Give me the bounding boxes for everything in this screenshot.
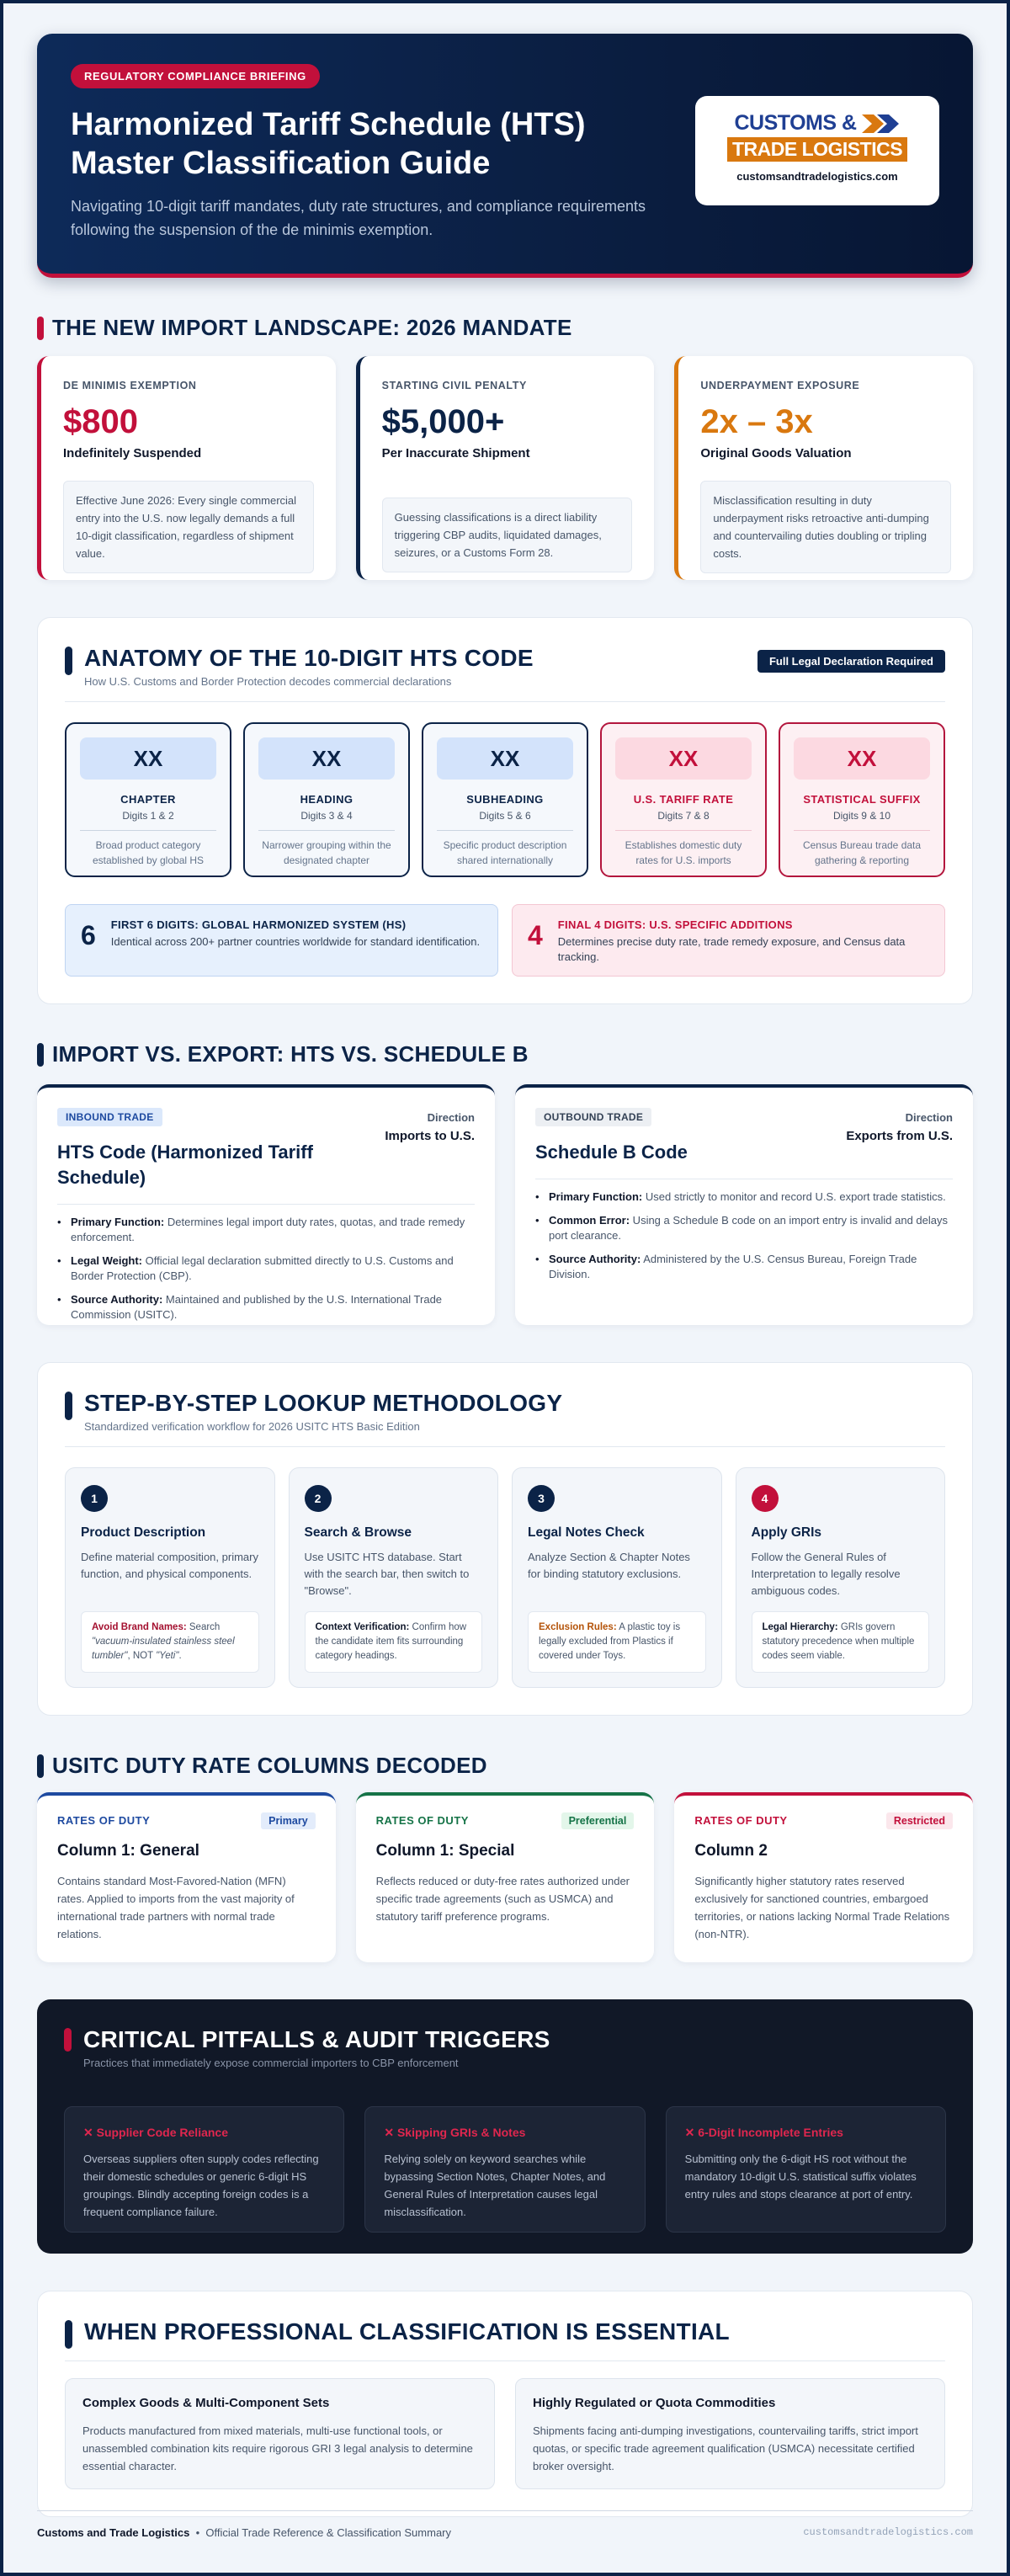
brand-logo[interactable] — [695, 96, 939, 205]
list-item — [535, 1252, 953, 1282]
stat-sub: Indefinitely Suspended — [63, 446, 202, 460]
duty-title: Column 2 — [694, 1842, 768, 1860]
digit-placeholder: XX — [80, 737, 216, 780]
heading-accent — [65, 1392, 72, 1420]
note-text: Confirm how the candidate item fits surrounding category headings. — [315, 1622, 467, 1661]
digit-placeholder: XX — [794, 737, 930, 780]
list-item — [57, 1253, 475, 1284]
title-line-1: Harmonized Tariff Schedule (HTS) — [71, 107, 586, 142]
note-example: "vacuum-insulated stainless steel tumbler" — [92, 1637, 235, 1661]
direction-label: Direction — [905, 1111, 953, 1124]
duty-label: RATES OF DUTY — [375, 1814, 469, 1827]
landscape-heading — [37, 315, 973, 341]
page-footer — [37, 2510, 973, 2539]
item-value: Maintained and published by the U.S. International Trade Commission (USITC). — [71, 1293, 443, 1321]
item-value: Administered by the U.S. Census Bureau, Foreign Trade Division. — [549, 1253, 917, 1280]
digit-card-subheading — [422, 722, 588, 877]
duty-desc: Reflects reduced or duty-free rates authorized under specific trade agreements (such as USMCA) and statutory tariff preference programs. — [375, 1875, 630, 1923]
digit-summary — [65, 904, 945, 977]
pitfalls-heading — [64, 2026, 946, 2069]
divider — [57, 1204, 475, 1205]
duty-card-special — [356, 1792, 655, 1962]
direction-label: Direction — [427, 1111, 475, 1124]
direction-value: Imports to U.S. — [385, 1129, 475, 1143]
step-note — [752, 1611, 930, 1673]
item-key: Primary Function: — [549, 1190, 643, 1203]
duty-pill: Restricted — [886, 1812, 953, 1829]
item-key: Legal Weight: — [71, 1254, 142, 1267]
methodology-heading — [65, 1390, 945, 1447]
stat-card-underpayment — [674, 356, 973, 580]
duty-desc: Contains standard Most-Favored-Nation (MFN) rates. Applied to imports from the vast majority of international trade partners with normal trade relations. — [57, 1875, 295, 1940]
stat-label: DE MINIMIS EXEMPTION — [63, 380, 197, 391]
trade-tag: OUTBOUND TRADE — [535, 1108, 651, 1126]
digit-breakdown — [65, 722, 945, 877]
step-title: Legal Notes Check — [528, 1525, 645, 1540]
step-card — [289, 1467, 499, 1688]
note-key: Legal Hierarchy: — [762, 1622, 838, 1632]
title-line-2: Master Classification Guide — [71, 146, 491, 181]
arrow-chevrons-icon — [862, 113, 901, 135]
step-desc: Define material composition, primary function, and physical components. — [81, 1551, 258, 1580]
digit-name: U.S. TARIFF RATE — [633, 793, 734, 806]
item-key: Primary Function: — [71, 1216, 165, 1228]
stat-sub: Per Inaccurate Shipment — [381, 446, 530, 460]
list-item — [57, 1215, 475, 1245]
note-text: , NOT — [127, 1651, 157, 1661]
item-value: Using a Schedule B code on an import entry is invalid and delays port clearance. — [549, 1214, 949, 1242]
essential-list — [65, 2378, 945, 2489]
essential-card-title: Complex Goods & Multi-Component Sets — [82, 2396, 330, 2410]
digit-desc: Narrower grouping within the designated chapter — [262, 839, 391, 866]
heading-accent — [64, 2028, 72, 2052]
schedule-b-card — [515, 1084, 973, 1325]
hero-subtitle: Navigating 10-digit tariff mandates, duty rate structures, and compliance requirements following the suspension of the de minimis exemption. — [71, 198, 646, 238]
logo-text-2: TRADE LOGISTICS — [727, 137, 907, 162]
step-title: Search & Browse — [304, 1525, 412, 1540]
methodology-title: STEP-BY-STEP LOOKUP METHODOLOGY — [84, 1390, 563, 1416]
duty-columns — [37, 1792, 973, 1962]
step-card — [65, 1467, 275, 1688]
note-example: "Yeti" — [156, 1651, 179, 1661]
duty-pill: Preferential — [561, 1812, 635, 1829]
pitfalls-subtitle: Practices that immediately expose commercial importers to CBP enforcement — [83, 2057, 459, 2069]
pitfalls-title: CRITICAL PITFALLS & AUDIT TRIGGERS — [83, 2026, 550, 2052]
footer-left — [37, 2526, 451, 2539]
item-key: Source Authority: — [549, 1253, 641, 1265]
step-desc: Use USITC HTS database. Start with the search bar, then switch to "Browse". — [304, 1551, 470, 1597]
step-note — [81, 1611, 259, 1673]
pitfall-title: ✕ Supplier Code Reliance — [83, 2126, 228, 2139]
item-key: Common Error: — [549, 1214, 630, 1227]
pitfalls-panel — [37, 1999, 973, 2254]
step-note — [528, 1611, 706, 1673]
step-title: Product Description — [81, 1525, 206, 1540]
digit-name: CHAPTER — [120, 793, 176, 806]
stat-value: $800 — [63, 403, 138, 440]
duty-heading — [37, 1753, 973, 1779]
digit-card-chapter — [65, 722, 231, 877]
stat-note: Misclassification resulting in duty underpayment risks retroactive anti-dumping and countervailing duties doubling or tripling costs. — [700, 481, 951, 573]
schedule-b-details — [535, 1190, 953, 1282]
stat-label: STARTING CIVIL PENALTY — [381, 380, 527, 391]
footer-url[interactable]: customsandtradelogistics.com — [803, 2526, 973, 2538]
item-key: Source Authority: — [71, 1293, 163, 1306]
essential-card — [515, 2378, 945, 2489]
hts-details — [57, 1215, 475, 1323]
footer-desc: Official Trade Reference & Classification Summary — [205, 2526, 452, 2539]
pitfall-title: ✕ 6-Digit Incomplete Entries — [684, 2126, 843, 2139]
heading-accent — [37, 1754, 44, 1778]
trade-tag: INBOUND TRADE — [57, 1108, 162, 1126]
methodology-panel — [37, 1362, 973, 1716]
digit-desc: Broad product category established by global HS — [92, 839, 205, 866]
stat-label: UNDERPAYMENT EXPOSURE — [700, 380, 860, 391]
briefing-badge: REGULATORY COMPLIANCE BRIEFING — [71, 64, 320, 88]
digit-range: Digits 7 & 8 — [615, 810, 752, 831]
duty-label: RATES OF DUTY — [694, 1814, 788, 1827]
direction — [382, 1111, 475, 1145]
digit-card-heading — [243, 722, 410, 877]
essential-card — [65, 2378, 495, 2489]
summary-global-hs — [65, 904, 498, 977]
summary-title: FIRST 6 DIGITS: GLOBAL HARMONIZED SYSTEM (HS) — [110, 918, 407, 931]
stat-sub: Original Goods Valuation — [700, 446, 852, 460]
digit-range: Digits 3 & 4 — [258, 810, 395, 831]
heading-accent — [65, 647, 72, 675]
duty-desc: Significantly higher statutory rates reserved exclusively for sanctioned countries, embargoed territories, or nations lacking Normal Trade Relations (non-NTR). — [694, 1875, 950, 1940]
pitfall-desc: Submitting only the 6-digit HS root without the mandatory 10-digit U.S. statistical suffix violates entry rules and stops clearance at port of entry. — [684, 2153, 917, 2201]
heading-accent — [65, 2320, 72, 2349]
digit-desc: Establishes domestic duty rates for U.S. imports — [625, 839, 742, 866]
footer-separator: • — [195, 2526, 200, 2539]
note-text: A plastic toy is legally excluded from Plastics if covered under Toys. — [539, 1622, 681, 1661]
direction — [846, 1111, 953, 1145]
digit-name: SUBHEADING — [466, 793, 544, 806]
stat-card-penalty — [356, 356, 655, 580]
anatomy-subtitle: How U.S. Customs and Border Protection decodes commercial declarations — [84, 675, 452, 688]
step-note — [305, 1611, 483, 1673]
import-export-cards — [37, 1084, 973, 1325]
pitfall-title: ✕ Skipping GRIs & Notes — [384, 2126, 526, 2139]
digit-card-tariff-rate — [600, 722, 767, 877]
essential-card-title: Highly Regulated or Quota Commodities — [533, 2396, 776, 2410]
step-number: 1 — [81, 1485, 108, 1512]
summary-desc: Identical across 200+ partner countries worldwide for standard identification. — [110, 935, 481, 948]
list-item — [535, 1213, 953, 1243]
essential-card-desc: Products manufactured from mixed materials, multi-use functional tools, or unassembled combination kits require rigorous GRI 3 legal analysis to determine essential character. — [82, 2424, 473, 2472]
methodology-subtitle: Standardized verification workflow for 2026 USITC HTS Basic Edition — [84, 1420, 420, 1433]
digit-placeholder: XX — [258, 737, 395, 780]
pitfall-list — [64, 2106, 946, 2233]
duty-label: RATES OF DUTY — [57, 1814, 151, 1827]
essential-panel — [37, 2291, 973, 2517]
essential-heading — [65, 2318, 945, 2361]
note-key: Context Verification: — [315, 1622, 410, 1632]
stat-value: $5,000+ — [381, 403, 505, 440]
digit-name: HEADING — [300, 793, 354, 806]
stat-card-de-minimis — [37, 356, 336, 580]
stat-value: 2x – 3x — [700, 403, 813, 440]
anatomy-panel — [37, 617, 973, 1004]
step-card — [512, 1467, 722, 1688]
card-title: HTS Code (Harmonized Tariff Schedule) — [57, 1142, 313, 1188]
summary-count: 4 — [528, 920, 543, 950]
digit-range: Digits 1 & 2 — [80, 810, 216, 831]
note-key: Avoid Brand Names: — [92, 1622, 187, 1632]
step-number: 3 — [528, 1485, 555, 1512]
step-card — [736, 1467, 946, 1688]
essential-title: WHEN PROFESSIONAL CLASSIFICATION IS ESSENTIAL — [84, 2318, 730, 2344]
import-export-title: IMPORT VS. EXPORT: HTS VS. SCHEDULE B — [52, 1041, 529, 1067]
pitfall-desc: Relying solely on keyword searches while bypassing Section Notes, Chapter Notes, and General Rules of Interpretation causes legal misclassification. — [384, 2153, 606, 2218]
card-title: Schedule B Code — [535, 1142, 688, 1163]
duty-card-general — [37, 1792, 336, 1962]
logo-url: customsandtradelogistics.com — [736, 170, 898, 183]
stat-note: Guessing classifications is a direct liability triggering CBP audits, liquidated damages, seizures, or a Customs Form 28. — [382, 498, 633, 572]
logo-text-1: CUSTOMS & — [734, 111, 857, 135]
digit-desc: Census Bureau trade data gathering & reporting — [802, 839, 922, 866]
import-export-heading — [37, 1041, 973, 1067]
step-number: 2 — [305, 1485, 332, 1512]
digit-card-statistical-suffix — [779, 722, 945, 877]
digit-desc: Specific product description shared internationally — [443, 839, 567, 866]
landscape-title: THE NEW IMPORT LANDSCAPE: 2026 MANDATE — [52, 315, 572, 340]
summary-count: 6 — [81, 920, 96, 950]
heading-accent — [37, 317, 44, 340]
item-value: Used strictly to monitor and record U.S. export trade statistics. — [642, 1190, 946, 1203]
duty-title: Column 1: Special — [375, 1842, 515, 1860]
step-number: 4 — [752, 1485, 779, 1512]
note-text: GRIs govern statutory precedence when multiple codes seem viable. — [762, 1622, 915, 1661]
footer-brand: Customs and Trade Logistics — [37, 2526, 190, 2539]
hts-card — [37, 1084, 495, 1325]
direction-value: Exports from U.S. — [846, 1129, 953, 1143]
note-text: . — [178, 1651, 182, 1661]
anatomy-heading — [65, 645, 945, 702]
note-key: Exclusion Rules: — [539, 1622, 617, 1632]
duty-pill: Primary — [261, 1812, 316, 1829]
step-title: Apply GRIs — [751, 1525, 822, 1540]
pitfall-card — [64, 2106, 344, 2233]
duty-title: USITC DUTY RATE COLUMNS DECODED — [52, 1753, 487, 1778]
summary-us-additions — [512, 904, 945, 977]
duty-title: Column 1: General — [57, 1842, 199, 1860]
digit-name: STATISTICAL SUFFIX — [803, 793, 921, 806]
pitfall-desc: Overseas suppliers often supply codes reflecting their domestic schedules or generic 6-digit HS groupings. Blindly accepting foreign codes is a frequent compliance failure. — [83, 2153, 319, 2218]
duty-card-column-2 — [674, 1792, 973, 1962]
hero-banner — [37, 34, 973, 278]
summary-title: FINAL 4 DIGITS: U.S. SPECIFIC ADDITIONS — [557, 918, 793, 931]
stat-cards — [37, 356, 973, 580]
pitfall-card — [666, 2106, 946, 2233]
note-text: Search — [186, 1622, 221, 1632]
digit-range: Digits 5 & 6 — [437, 810, 573, 831]
anatomy-title: ANATOMY OF THE 10-DIGIT HTS CODE — [84, 645, 534, 671]
stat-note: Effective June 2026: Every single commercial entry into the U.S. now legally demands a full 10-digit classification, regardless of shipment value. — [63, 481, 314, 573]
list-item — [57, 1292, 475, 1323]
step-desc: Analyze Section & Chapter Notes for binding statutory exclusions. — [528, 1551, 690, 1580]
digit-placeholder: XX — [437, 737, 573, 780]
pitfall-card — [364, 2106, 645, 2233]
heading-accent — [37, 1043, 44, 1067]
summary-desc: Determines precise duty rate, trade remedy exposure, and Census data tracking. — [557, 935, 906, 963]
item-value: Official legal declaration submitted directly to U.S. Customs and Border Protection (CBP). — [71, 1254, 454, 1282]
page-title — [71, 105, 677, 183]
list-item — [535, 1190, 953, 1205]
digit-range: Digits 9 & 10 — [794, 810, 930, 831]
item-value: Determines legal import duty rates, quotas, and trade remedy enforcement. — [71, 1216, 465, 1243]
digit-placeholder: XX — [615, 737, 752, 780]
declaration-pill: Full Legal Declaration Required — [758, 650, 945, 673]
essential-card-desc: Shipments facing anti-dumping investigations, countervailing tariffs, strict import quotas, or specific trade agreement qualification (USMCA) necessitate certified broker oversight. — [533, 2424, 918, 2472]
lookup-steps — [65, 1467, 945, 1688]
step-desc: Follow the General Rules of Interpretation to legally resolve ambiguous codes. — [751, 1551, 901, 1597]
